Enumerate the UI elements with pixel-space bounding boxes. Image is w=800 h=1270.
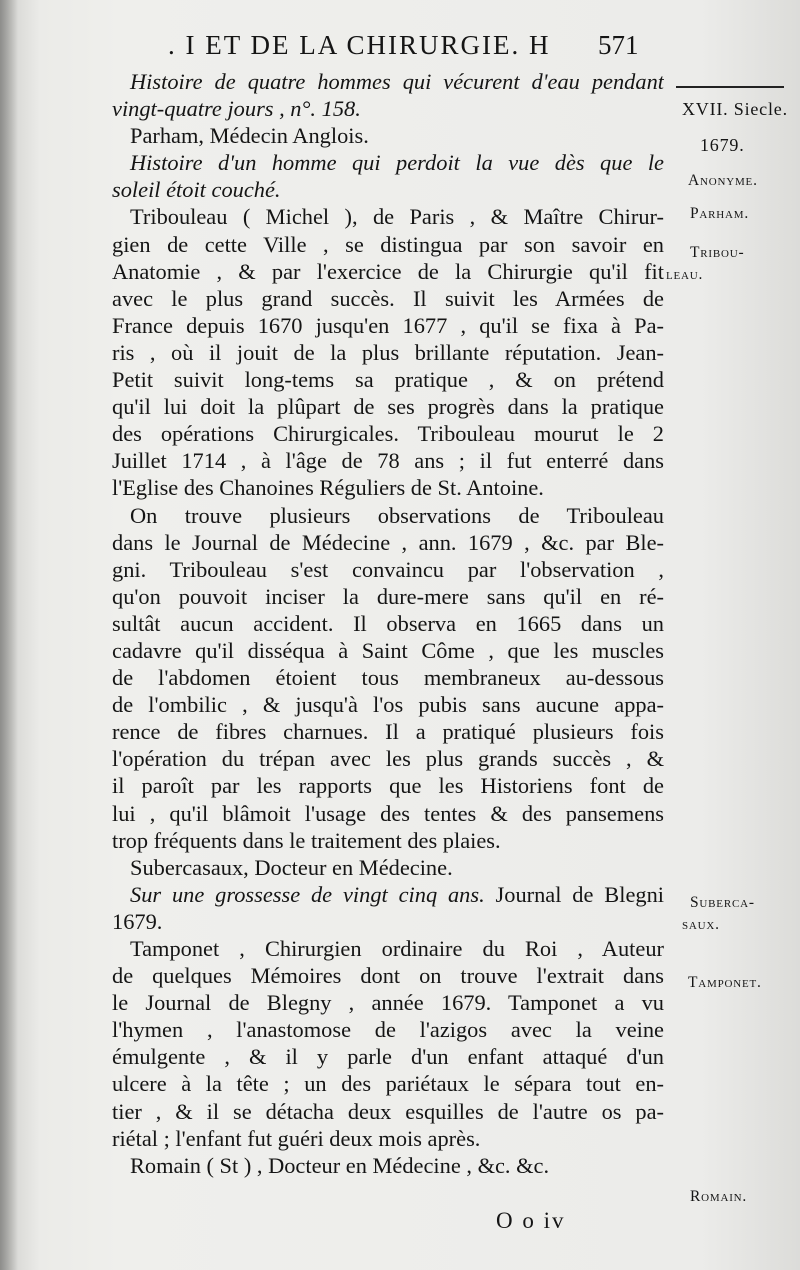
text-line: qu'il lui doit la plûpart de ses progrès dans la pratique (112, 394, 664, 420)
text-line: tier , & il se détacha deux esquilles de l'autre os pa- (112, 1098, 664, 1124)
text-line: Parham, Médecin Anglois. (130, 123, 369, 149)
text-line: de quelques Mémoires dont on trouve l'extrait dans (112, 963, 664, 989)
text-line: 1679. (112, 908, 163, 934)
margin-note-century: XVII. Siecle. (682, 99, 788, 119)
text-line: il paroît par les rapports que les Historiens font de (112, 773, 664, 799)
page-number: 571 (598, 30, 639, 60)
margin-note-anonyme: Anonyme. (688, 172, 758, 189)
body-text (112, 68, 664, 1179)
text-line: Anatomie , & par l'exercice de la Chirurgie qu'il fit (112, 258, 664, 284)
text-line: Histoire d'un homme qui perdoit la vue dès que le (130, 150, 664, 176)
margin-note-tribouleau-2: leau. (666, 266, 704, 283)
text-line: émulgente , & il y parle d'un enfant attaqué d'un (112, 1044, 664, 1070)
margin-note-romain: Romain. (690, 1188, 748, 1205)
text-line (112, 881, 664, 908)
roman-text: Journal de Blegni (484, 881, 664, 907)
text-line: dans le Journal de Médecine , ann. 1679 , &c. par Ble- (112, 529, 664, 555)
text-line: trop fréquents dans le traitement des plaies. (112, 827, 501, 853)
margin-rule (676, 86, 784, 88)
gutter-shadow (0, 0, 18, 1270)
text-line: de l'abdomen étoient tous membraneux au-dessous (112, 665, 664, 691)
text-line: avec le plus grand succès. Il suivit les Armées de (112, 285, 664, 311)
margin-note-parham: Parham. (690, 205, 750, 222)
text-line: ulcere à la tête ; un des pariétaux le sépara tout en- (112, 1071, 664, 1097)
text-line: le Journal de Blegny , année 1679. Tamponet a vu (112, 990, 664, 1016)
italic-title: Sur une grossesse de vingt cinq ans. (130, 881, 485, 907)
text-line: riétal ; l'enfant fut guéri deux mois après. (112, 1125, 481, 1151)
text-line: rence de fibres charnues. Il a pratiqué plusieurs fois (112, 719, 664, 745)
text-line: de l'ombilic , & jusqu'à l'os pubis sans aucune appa- (112, 692, 664, 718)
running-head: . I ET DE LA CHIRURGIE. H (168, 30, 551, 60)
margin-note-subercasaux-2: saux. (682, 916, 720, 933)
text-line: des opérations Chirurgicales. Tribouleau mourut le 2 (112, 421, 664, 447)
text-line: cadavre qu'il disséqua à Saint Côme , que les muscles (112, 637, 664, 663)
signature-mark: O o iv (496, 1208, 566, 1233)
text-line: l'Eglise des Chanoines Réguliers de St. Antoine. (112, 475, 544, 501)
text-line: Juillet 1714 , à l'âge de 78 ans ; il fut enterré dans (112, 448, 664, 474)
text-line: gni. Tribouleau s'est convaincu par l'observation , (112, 556, 664, 582)
text-line: gien de cette Ville , se distingua par son savoir en (112, 231, 664, 257)
text-line: France depuis 1670 jusqu'en 1677 , qu'il se fixa à Pa- (112, 312, 664, 338)
text-line: ris , où il jouit de la plus brillante réputation. Jean- (112, 339, 664, 365)
text-line: Histoire de quatre hommes qui vécurent d'eau pendant (130, 69, 664, 94)
text-line: lui , qu'il blâmoit l'usage des tentes & des pansemens (112, 800, 664, 826)
text-line: Tamponet , Chirurgien ordinaire du Roi , Auteur (130, 936, 664, 961)
text-line: soleil étoit couché. (112, 177, 281, 203)
margin-note-year: 1679. (700, 135, 745, 155)
text-line: On trouve plusieurs observations de Tribouleau (130, 502, 664, 528)
text-line: sultât aucun accident. Il observa en 1665 dans un (112, 610, 664, 636)
page-header (168, 30, 668, 66)
text-line: Subercasaux, Docteur en Médecine. (130, 854, 453, 880)
margin-note-tamponet: Tamponet. (688, 974, 762, 991)
text-line: l'hymen , l'anastomose de l'azigos avec la veine (112, 1017, 664, 1043)
text-line: Tribouleau ( Michel ), de Paris , & Maître Chirur- (130, 204, 664, 230)
text-line: vingt-quatre jours , n°. 158. (112, 96, 361, 122)
margin-note-tribouleau-1: Tribou- (690, 244, 745, 261)
text-line: Petit suivit long-tems sa pratique , & on prétend (112, 367, 664, 393)
margin-note-subercasaux-1: Suberca- (690, 894, 755, 911)
text-line: Romain ( St ) , Docteur en Médecine , &c. &c. (130, 1152, 550, 1178)
text-line: qu'on pouvoit inciser la dure-mere sans qu'il en ré- (112, 583, 664, 609)
text-line: l'opération du trépan avec les plus grands succès , & (112, 746, 664, 772)
